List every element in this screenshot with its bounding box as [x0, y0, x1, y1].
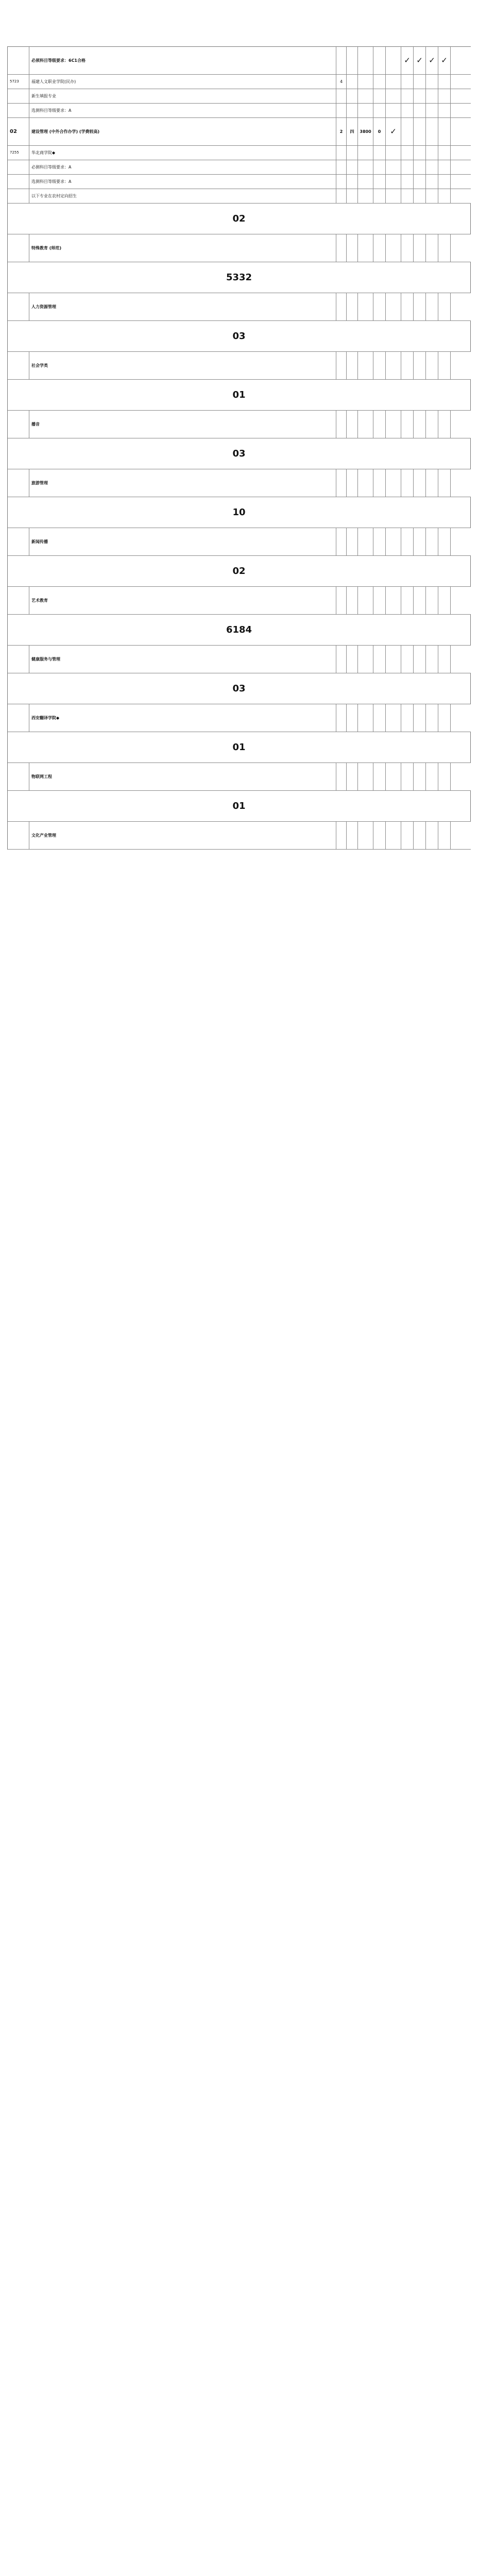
- section-row: 社会学类: [8, 352, 471, 380]
- section-divider: 6184: [8, 615, 471, 646]
- section-row: 必须科目等级要求：6C1合格 ✓ ✓ ✓ ✓: [8, 47, 471, 75]
- section-code: [8, 47, 29, 74]
- section-row: 物联网工程: [8, 763, 471, 791]
- section-divider: 02: [8, 204, 471, 234]
- section-row: 健康服务与管理: [8, 646, 471, 673]
- section-row: 旅游管理: [8, 469, 471, 497]
- section-row: 艺术教育: [8, 587, 471, 615]
- section-divider: 5332: [8, 262, 471, 293]
- table-row: 选测科目等级要求：A: [8, 175, 471, 189]
- section-divider: 03: [8, 321, 471, 352]
- section-divider: 03: [8, 673, 471, 704]
- section-row: 02 建设管理 (中外合作办学) (学费较高) 2 四 3800 0 ✓: [8, 118, 471, 146]
- section-divider: 01: [8, 732, 471, 763]
- section-divider: 02: [8, 556, 471, 587]
- section-divider: 01: [8, 791, 471, 822]
- section-divider: 01: [8, 380, 471, 411]
- table-row: 新生填报专业: [8, 89, 471, 104]
- section-row: 西安翻译学院◆: [8, 704, 471, 732]
- section-row: 播音: [8, 411, 471, 438]
- section-row: 新闻传播: [8, 528, 471, 556]
- table-row: 选测科目等级要求：A: [8, 104, 471, 118]
- section-title: 必须科目等级要求：6C1合格: [29, 47, 336, 74]
- section-row: 特殊教育 (师范): [8, 234, 471, 262]
- table-row: 7255 华北商学院◆: [8, 146, 471, 160]
- section-row: 文化产业管理: [8, 822, 471, 850]
- section-divider: 10: [8, 497, 471, 528]
- table-row: 5723 福建人文职业学院(民办) 4: [8, 75, 471, 89]
- table-row: 必测科目等级要求：A: [8, 160, 471, 175]
- table-row: 以下专业在农村定向招生: [8, 189, 471, 204]
- section-divider: 03: [8, 438, 471, 469]
- admission-table: [7, 46, 471, 850]
- section-row: 人力资源管理: [8, 293, 471, 321]
- header-spacer: [7, 0, 471, 46]
